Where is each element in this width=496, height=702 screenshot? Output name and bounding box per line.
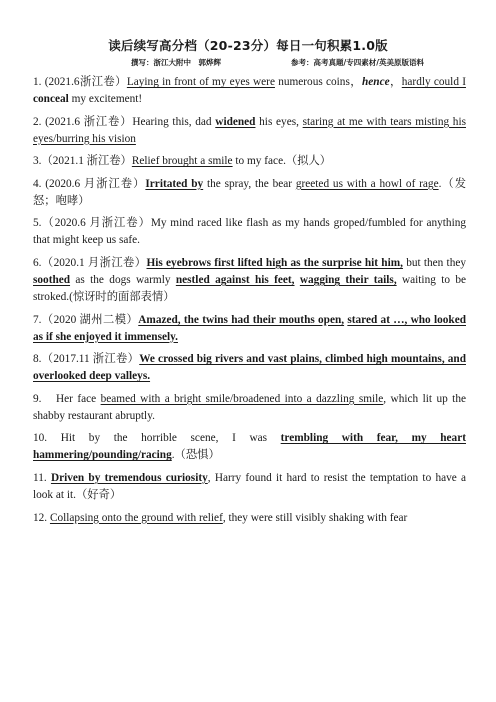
sentence-10	[33, 430, 466, 464]
sentence-text: his eyes,	[255, 115, 303, 128]
sentence-text: .（发怒；咆哮）	[33, 177, 466, 207]
sentence-text: as the dogs warmly	[70, 273, 176, 286]
sentence-8	[33, 351, 466, 385]
source-label: 7.（2020 湖州二模）	[33, 313, 139, 326]
source-label: 3.（2021.1 浙江卷）	[33, 155, 132, 168]
source-label: 4. (2020.6 月浙江卷）	[33, 177, 146, 190]
sentence-text: numerous coins，	[274, 76, 362, 88]
underlined-phrase: beamed with a bright smile/broadened into a dazzling smile	[100, 392, 384, 405]
source-label: 9. Her face	[33, 392, 101, 405]
sentence-text: , which lit up the shabby restaurant abruptly.	[33, 392, 466, 422]
source-label: 2. (2021.6 浙江卷）Hearing this, dad	[33, 115, 216, 128]
reference-credit: 参考：高考真题/专四素材/英美原版语料	[291, 58, 424, 67]
key-phrase: We crossed big rivers and vast plains, climbed high mountains, and overlooked deep valleys.	[33, 353, 466, 383]
underlined-phrase: Collapsing onto the ground with relief	[49, 511, 223, 524]
sentence-text: my excitement!	[68, 93, 143, 105]
sentence-text: but then they	[402, 256, 467, 269]
bold-word: conceal	[33, 93, 69, 105]
key-word: soothed	[33, 273, 71, 286]
sentence-11	[33, 470, 466, 504]
sentence-text: waiting to be stroked.(惊讶时的面部表情）	[33, 273, 467, 303]
key-phrase: trembling with fear, my heart hammering/pounding/racing	[33, 432, 466, 462]
key-word: widened	[215, 115, 256, 128]
source-label: 6.（2020.1 月浙江卷）	[33, 256, 147, 269]
sentence-text: ，	[389, 76, 402, 88]
sentence-1	[33, 74, 466, 108]
key-phrase: His eyebrows first lifted high as the surprise hit him,	[146, 256, 403, 269]
sentence-text: to my face.（拟人）	[232, 155, 332, 168]
sentence-list	[33, 74, 466, 527]
underlined-phrase: greeted us with a howl of rage	[295, 177, 439, 190]
source-label: 1. (2021.6浙江卷）	[33, 76, 127, 88]
underlined-phrase: Relief brought a smile	[131, 155, 233, 168]
emphasized-word: hence	[362, 76, 390, 88]
sentence-3	[33, 153, 466, 170]
sentence-text: , they were still visibly shaking with fear	[222, 511, 408, 524]
underlined-phrase: hardly could I	[401, 76, 466, 88]
page-title: 读后续写高分档（20-23分）每日一句积累1.0版	[108, 38, 388, 53]
key-phrase: Driven by tremendous curiosity	[50, 471, 208, 484]
sentence-2	[33, 114, 466, 148]
sentence-text: .（恐惧）	[171, 449, 220, 462]
sentence-text: 5.（2020.6 月浙江卷）My mind raced like flash as my hands groped/fumbled for anything that might keep us safe.	[33, 217, 466, 247]
author-credit: 撰写：浙江大附中 郭烨辉	[131, 58, 221, 67]
source-label: 11.	[33, 471, 51, 484]
underlined-phrase: staring at me with tears misting his eyes/burring his vision	[33, 115, 466, 145]
sentence-7	[33, 312, 466, 346]
sentence-6	[33, 255, 466, 306]
key-phrase: Amazed, the twins had their mouths open,	[138, 313, 345, 326]
key-phrase: wagging their tails,	[299, 273, 397, 286]
source-label: 8.（2017.11 浙江卷）	[33, 353, 140, 366]
sentence-text: , Harry found it hard to resist the temptation to have a look at it.（好奇）	[33, 471, 467, 501]
underlined-phrase: Laying in front of my eyes were	[126, 76, 275, 88]
sentence-4	[33, 176, 466, 210]
source-label: 10. Hit by the horrible scene, I was	[33, 432, 281, 445]
sentence-9	[33, 391, 466, 425]
key-phrase: stared at …, who looked as if she enjoyed it immensely.	[33, 313, 466, 343]
key-phrase: nestled against his feet,	[175, 273, 295, 286]
sentence-text: the spray, the bear	[203, 177, 296, 190]
key-phrase: Irritated by	[145, 177, 204, 190]
source-label: 12.	[33, 511, 50, 524]
sentence-12	[33, 510, 466, 527]
sentence-5	[33, 215, 466, 249]
